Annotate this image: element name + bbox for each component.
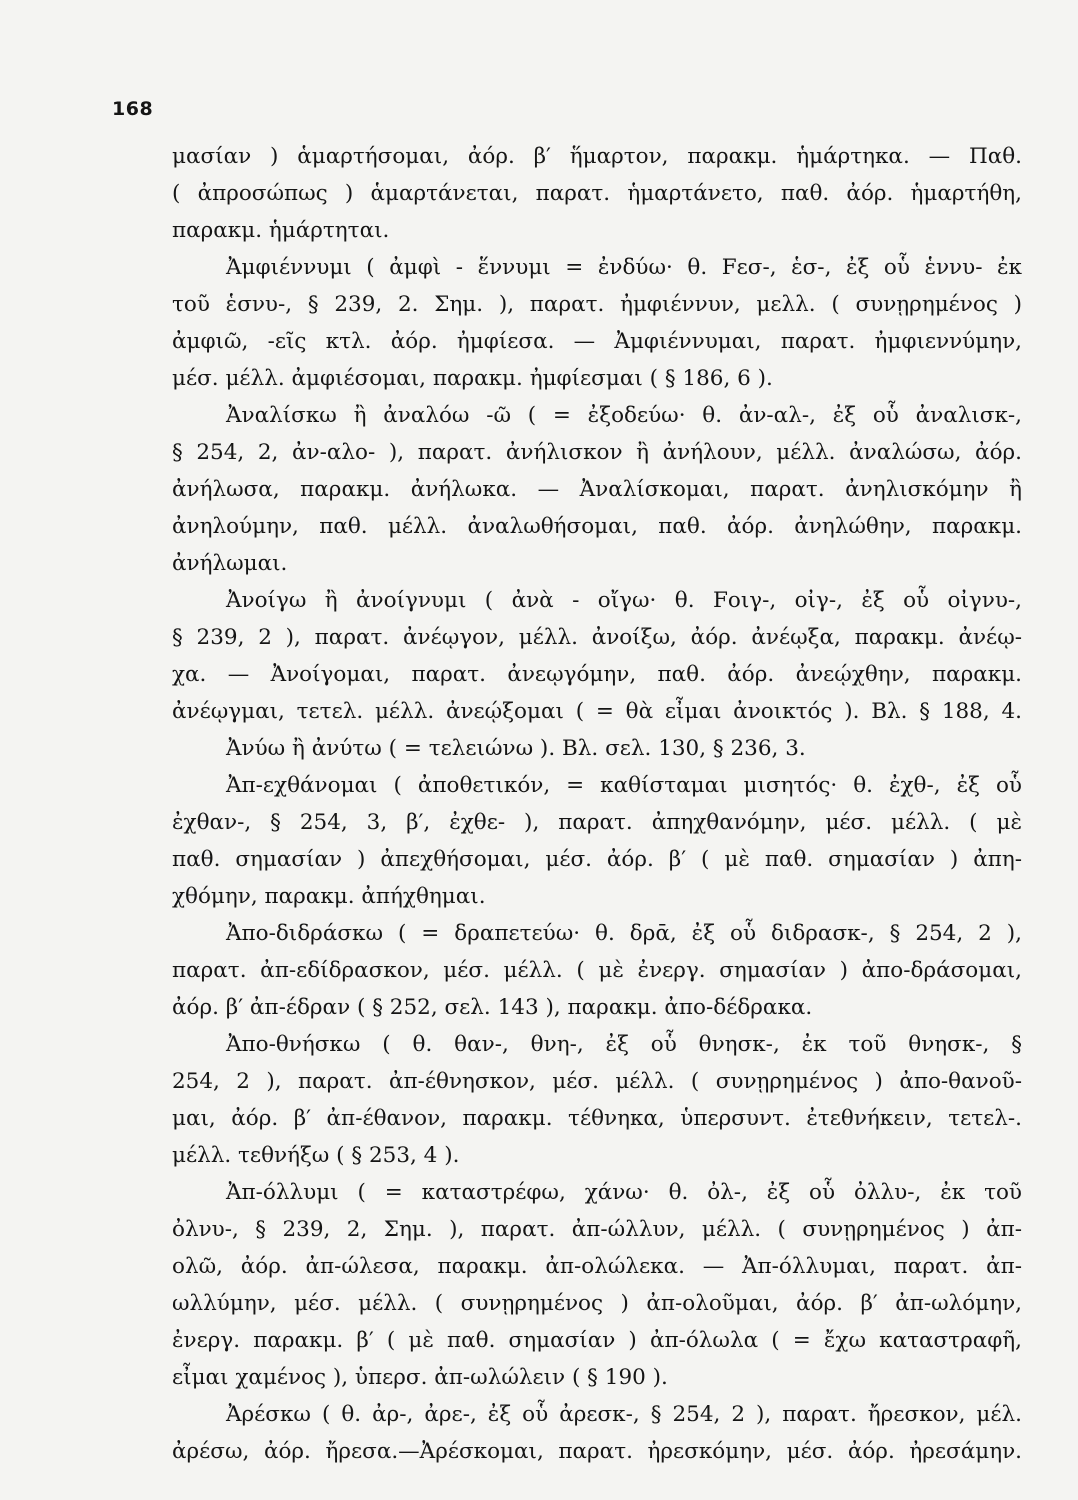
entry-headword-line: Ἀναλίσκω ἢ ἀναλόω -ῶ ( = ἐξοδεύω· θ. ἀν-αλ-, ἐξ οὗ ἀναλισκ-, xyxy=(226,403,1022,428)
entry-headword-line: Ἀμφιέννυμι ( ἀμφὶ - ἕννυμι = ἐνδύω· θ. Fεσ-, ἑσ-, ἐξ οὗ ἑννυ- ἐκ xyxy=(226,255,1022,280)
text-line: ἀόρ. β′ ἀπ-έδραν ( § 252, σελ. 143 ), παρακμ. ἀπο-δέδρακα. xyxy=(172,995,813,1020)
text-line: παθ. σημασίαν ) ἀπεχθήσομαι, μέσ. ἀόρ. β′ ( μὲ παθ. σημασίαν ) ἀπη- xyxy=(172,847,1022,872)
text-line: μέσ. μέλλ. ἀμφιέσομαι, παρακμ. ἠμφίεσμαι ( § 186, 6 ). xyxy=(172,366,773,391)
text-line: ἀρέσω, ἀόρ. ἤρεσα.—Ἀρέσκομαι, παρατ. ἠρεσκόμην, μέσ. ἀόρ. ἠρεσάμην. xyxy=(172,1439,1022,1464)
text-line: ἀνήλωμαι. xyxy=(172,551,288,576)
text-line: χθόμην, παρακμ. ἀπήχθημαι. xyxy=(172,884,486,909)
text-line: § 239, 2 ), παρατ. ἀνέῳγον, μέλλ. ἀνοίξω, ἀόρ. ἀνέῳξα, παρακμ. ἀνέῳ- xyxy=(172,625,1022,650)
text-line: ἐχθαν-, § 254, 3, β′, ἐχθε- ), παρατ. ἀπηχθανόμην, μέσ. μέλλ. ( μὲ xyxy=(172,810,1022,835)
text-line: μασίαν ) ἁμαρτήσομαι, ἀόρ. β′ ἥμαρτον, παρακμ. ἡμάρτηκα. — Παθ. xyxy=(172,144,1022,169)
page-number: 168 xyxy=(112,98,154,120)
entry-headword-line: Ἀπ-εχθάνομαι ( ἀποθετικόν, = καθίσταμαι μισητός· θ. ἐχθ-, ἐξ οὗ xyxy=(226,773,1022,798)
text-line: παρακμ. ἡμάρτηται. xyxy=(172,218,390,243)
text-line: μαι, ἀόρ. β′ ἀπ-έθανον, παρακμ. τέθνηκα, ὑπερσυντ. ἐτεθνήκειν, τετελ-. xyxy=(172,1106,1022,1131)
entry-headword-line: Ἀρέσκω ( θ. ἀρ-, ἀρε-, ἐξ οὗ ἀρεσκ-, § 254, 2 ), παρατ. ἤρεσκον, μέλ. xyxy=(226,1402,1022,1427)
text-line: εἶμαι χαμένος ), ὑπερσ. ἀπ-ωλώλειν ( § 190 ). xyxy=(172,1365,668,1390)
text-line: ἐνεργ. παρακμ. β′ ( μὲ παθ. σημασίαν ) ἀπ-όλωλα ( = ἔχω καταστραφῆ, xyxy=(172,1328,1022,1353)
text-line: § 254, 2, ἀν-αλο- ), παρατ. ἀνήλισκον ἢ ἀνήλουν, μέλλ. ἀναλώσω, ἀόρ. xyxy=(172,440,1022,465)
text-line: ὀλνυ-, § 239, 2, Σημ. ), παρατ. ἀπ-ώλλυν, μέλλ. ( συνῃρημένος ) ἀπ- xyxy=(172,1217,1022,1242)
text-line: ἀμφιῶ, -εῖς κτλ. ἀόρ. ἠμφίεσα. — Ἀμφιέννυμαι, παρατ. ἠμφιεννύμην, xyxy=(172,329,1022,354)
text-line: ωλλύμην, μέσ. μέλλ. ( συνῃρημένος ) ἀπ-ολοῦμαι, ἀόρ. β′ ἀπ-ωλόμην, xyxy=(172,1291,1022,1316)
entry-headword-line: Ἀπο-διδράσκω ( = δραπετεύω· θ. δρᾱ, ἐξ οὗ διδρασκ-, § 254, 2 ), xyxy=(226,921,1022,946)
text-line: ἀνηλούμην, παθ. μέλλ. ἀναλωθήσομαι, παθ. ἀόρ. ἀνηλώθην, παρακμ. xyxy=(172,514,1022,539)
text-line: χα. — Ἀνοίγομαι, παρατ. ἀνεῳγόμην, παθ. ἀόρ. ἀνεῴχθην, παρακμ. xyxy=(172,662,1022,687)
dictionary-text-block xyxy=(172,138,1022,1470)
text-line: ἀνήλωσα, παρακμ. ἀνήλωκα. — Ἀναλίσκομαι, παρατ. ἀνηλισκόμην ἢ xyxy=(172,477,1022,502)
text-line: 254, 2 ), παρατ. ἀπ-έθνησκον, μέσ. μέλλ. ( συνῃρημένος ) ἀπο-θανοῦ- xyxy=(172,1069,1022,1094)
text-line: παρατ. ἀπ-εδίδρασκον, μέσ. μέλλ. ( μὲ ἐνεργ. σημασίαν ) ἀπο-δράσομαι, xyxy=(172,958,1022,983)
text-line: ἀνέῳγμαι, τετελ. μέλλ. ἀνεῴξομαι ( = θὰ εἶμαι ἀνοικτός ). Βλ. § 188, 4. xyxy=(172,699,1022,724)
text-line: ( ἀπροσώπως ) ἁμαρτάνεται, παρατ. ἡμαρτάνετο, παθ. ἀόρ. ἡμαρτήθη, xyxy=(172,181,1022,206)
entry-headword-line: Ἀνύω ἢ ἀνύτω ( = τελειώνω ). Βλ. σελ. 130, § 236, 3. xyxy=(226,736,806,761)
entry-headword-line: Ἀπο-θνήσκω ( θ. θαν-, θνη-, ἐξ οὗ θνησκ-, ἐκ τοῦ θνησκ-, § xyxy=(226,1032,1022,1057)
text-line: τοῦ ἑσνυ-, § 239, 2. Σημ. ), παρατ. ἠμφιέννυν, μελλ. ( συνῃρημένος ) xyxy=(172,292,1022,317)
text-line: μέλλ. τεθνήξω ( § 253, 4 ). xyxy=(172,1143,460,1168)
text-line: ολῶ, ἀόρ. ἀπ-ώλεσα, παρακμ. ἀπ-ολώλεκα. — Ἀπ-όλλυμαι, παρατ. ἀπ- xyxy=(172,1254,1022,1279)
entry-headword-line: Ἀνοίγω ἢ ἀνοίγνυμι ( ἀνὰ - οἴγω· θ. Fοιγ-, οἰγ-, ἐξ οὗ οἰγνυ-, xyxy=(226,588,1022,613)
entry-headword-line: Ἀπ-όλλυμι ( = καταστρέφω, χάνω· θ. ὀλ-, ἐξ οὗ ὀλλυ-, ἐκ τοῦ xyxy=(226,1180,1022,1205)
